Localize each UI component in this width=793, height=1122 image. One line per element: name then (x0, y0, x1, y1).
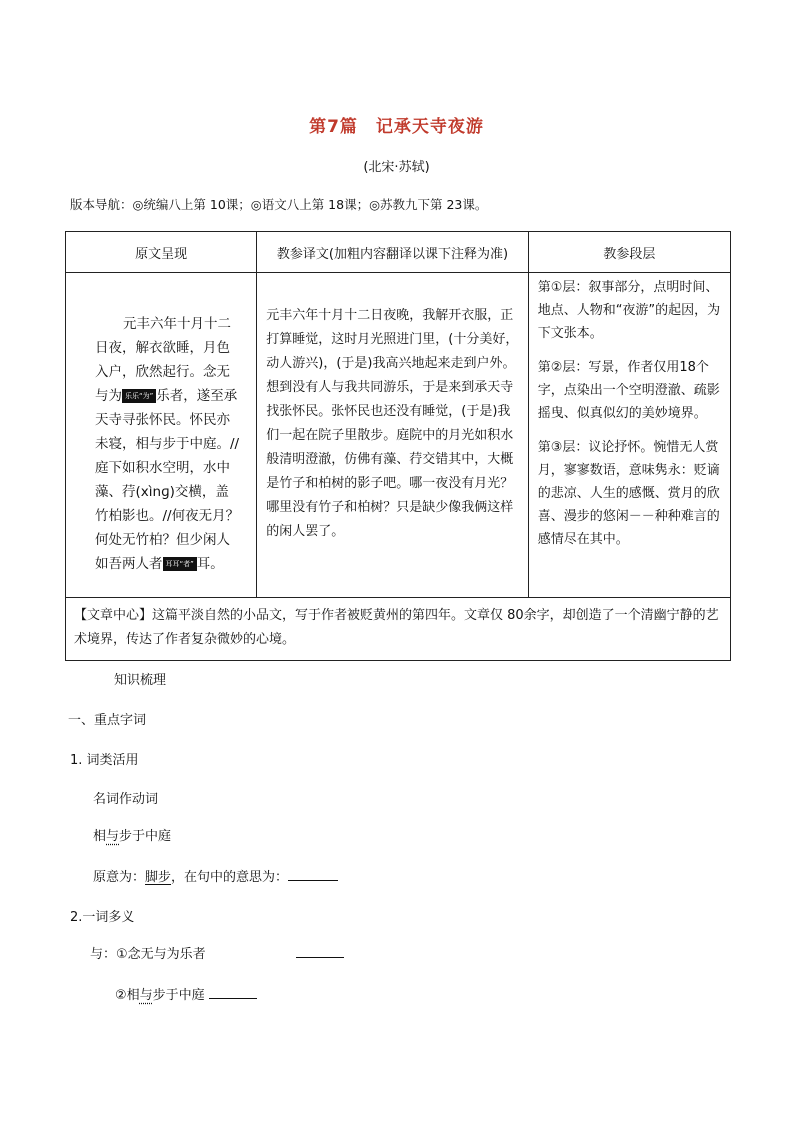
redaction-mark-2: 耳耳“者” (163, 557, 197, 571)
example-dotted-char: 与 (106, 829, 120, 844)
center-row (66, 598, 731, 661)
example-post: 步于中庭 (119, 829, 172, 844)
yu2-pre: ②相 (115, 988, 140, 1003)
table-content-row (66, 273, 731, 598)
answer-blank-2[interactable] (296, 943, 344, 958)
meaning-pre: 原意为： (93, 870, 146, 885)
yu-label: 与： (90, 947, 117, 962)
paragraph-layer-3: 第③层：议论抒怀。惋惜无人赏月，寥寥数语，意味隽永：贬谪的悲凉、人生的感慨、赏月的欣喜、漫步的悠闲－－种种难言的感情尽在其中。 (537, 440, 720, 547)
yu2-post: 步于中庭 (152, 988, 205, 1003)
translation-cell (257, 273, 528, 598)
answer-blank-2-wrap (296, 943, 344, 962)
translation-text: 元丰六年十月十二日夜晚，我解开衣服，正打算睡觉，这时月光照进门里，(十分美好，动人游兴)，(于是)我高兴地起来走到户外。想到没有人与我共同游乐，于是来到承天寺找张怀民。张怀民也还没有睡觉，(于是)我们一起在院子里散步。庭院中的月光如积水般清明澄澈，仿佛有藻、荇交错其中，大概是竹子和柏树的影子吧。哪一夜没有月光？哪里没有竹子和柏树？只是缺少像我俩这样的闲人罢了。 (266, 308, 519, 539)
paragraphs-cell (528, 273, 730, 598)
yu-line-2 (115, 984, 257, 1003)
example-pre: 相 (93, 829, 107, 844)
original-text-cell (66, 273, 257, 598)
paragraph-layer-1: 第①层：叙事部分，点明时间、地点、人物和“夜游”的起因，为下文张本。 (537, 280, 721, 341)
author-line: (北宋·苏轼) (363, 160, 430, 175)
original-seg3: 耳。 (196, 556, 224, 572)
meaning-post: ，在句中的意思为： (171, 870, 289, 885)
original-seg1: 元丰六年十月十二日夜，解衣欲睡，月色入户，欣然起行。念无与为 (95, 316, 231, 404)
paragraph-layer-2: 第②层：写景，作者仅用18个字，点染出一个空明澄澈、疏影摇曳、似真似幻的美妙境界。 (537, 360, 720, 421)
meaning-line (93, 866, 338, 885)
header-paragraphs: 教参段层 (528, 232, 730, 273)
yu2-dotted-char: 与 (139, 988, 153, 1003)
knowledge-heading: 知识梳理 (114, 673, 167, 688)
yu-line-1 (90, 943, 206, 962)
text-table (65, 231, 731, 661)
example-sentence (93, 825, 171, 844)
article-center: 【文章中心】这篇平淡自然的小品文，写于作者被贬黄州的第四年。文章仅 80余字，却创造了一个清幽宁静的艺术境界，传达了作者复杂微妙的心境。 (66, 598, 731, 661)
version-nav: 版本导航：◎统编八上第 10课；◎语文八上第 18课；◎苏教九下第 23课。 (70, 197, 488, 212)
table-header-row (66, 232, 731, 273)
answer-blank-1[interactable] (288, 866, 338, 881)
yu-example-1: ①念无与为乐者 (116, 947, 206, 962)
title-text: 记承天寺夜游 (375, 117, 484, 137)
header-original: 原文呈现 (66, 232, 257, 273)
original-seg2: 乐者，遂至承天寺寻张怀民。怀民亦未寝，相与步于中庭。//庭下如积水空明，水中藻、荇(xìnɡ)交横，盖竹柏影也。//何夜无月？何处无竹柏？但少闲人如吾两人者 (95, 388, 240, 572)
answer-blank-3[interactable] (209, 984, 257, 999)
section-key-words: 一、重点字词 (68, 713, 147, 728)
redaction-mark-1: 乐乐“为” (122, 389, 156, 403)
title-number: 第7篇 (309, 117, 358, 137)
meaning-word: 脚步 (145, 870, 172, 885)
page-title (0, 112, 793, 137)
sub-noun-as-verb: 名词作动词 (93, 792, 159, 807)
header-translation: 教参译文(加粗内容翻译以课下注释为准) (257, 232, 528, 273)
item-word-class: 1. 词类活用 (70, 753, 139, 768)
item-polysemy: 2.一词多义 (70, 910, 135, 925)
